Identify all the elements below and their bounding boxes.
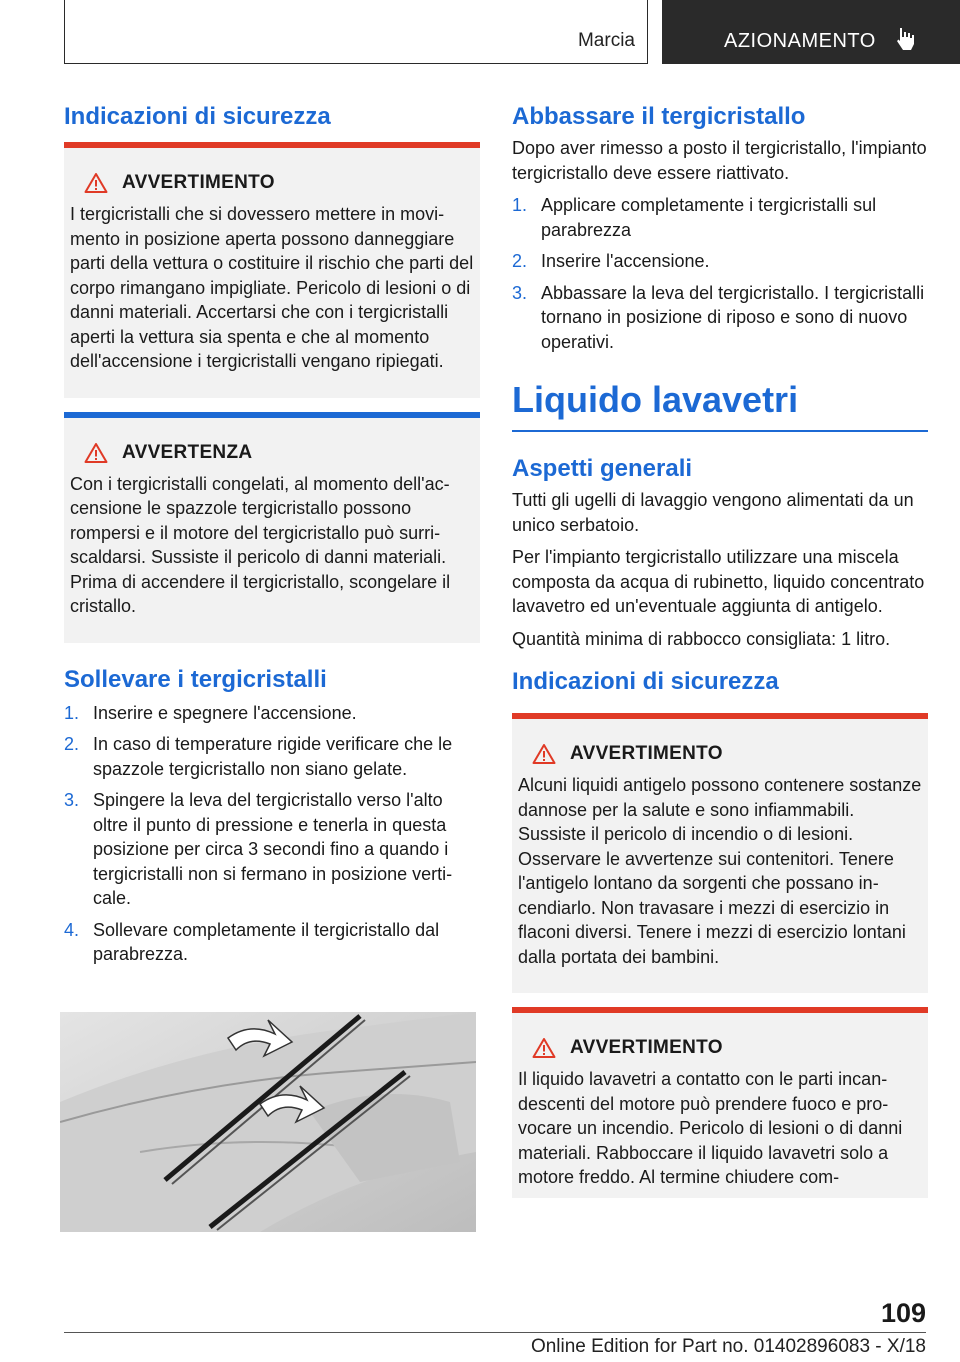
warning-box-4 [512, 1007, 928, 1198]
warning-title-text: AVVERTENZA [122, 441, 253, 463]
lift-wipers-heading: Sollevare i tergicristalli [64, 665, 327, 693]
footer-rule [64, 1332, 926, 1333]
warning-title [70, 438, 474, 468]
lift-steps-list [64, 701, 480, 967]
lower-wiper-heading: Abbassare il tergicristallo [512, 103, 806, 130]
header-section-title: Marcia [577, 30, 635, 51]
header-section-box [64, 0, 648, 64]
warning-title [518, 739, 922, 769]
hand-pointer-icon [896, 26, 918, 57]
warning-title-text: AVVERTIMENTO [570, 1037, 723, 1058]
general-paragraph-2: Per l'impianto tergicristallo utilizzare una miscela composta da acqua di rubinetto, liquido concentrato lavavetro ed un'eventuale aggiunta di antigelo. [512, 547, 925, 616]
safety-heading-right: Indicazioni di sicurezza [512, 668, 779, 695]
lower-steps-list [512, 193, 928, 354]
warning-title-text: AVVERTIMENTO [122, 172, 275, 193]
right-column [512, 100, 928, 1198]
safety-heading-left: Indicazioni di sicurezza [64, 103, 331, 130]
warning-box-1 [64, 142, 480, 398]
lower-intro-text: Dopo aver rimesso a posto il tergicristallo, l'impianto tergicristallo deve essere riattivato. [512, 138, 927, 183]
warning-title [518, 1033, 922, 1063]
warning-bar [512, 1007, 928, 1013]
list-item: 1. Applicare completamente i tergicristalli sul parabrezza [512, 195, 877, 240]
warning-title [70, 168, 474, 198]
warning-triangle-icon [532, 1037, 556, 1059]
warning-text: Con i tergicristalli congelati, al momento dell'accensione le spazzole tergicristallo possono rompersi e il motore del tergicristallo può surriscaldarsi. Sussiste il pericolo di danni materiali. Prima di accendere il tergicristallo, scongelare il cristallo. [70, 473, 451, 616]
warning-triangle-icon [84, 172, 108, 194]
warning-title-text: AVVERTIMENTO [570, 743, 723, 764]
list-item: 3. Abbassare la leva del tergicristallo. I tergicristalli tornano in posizione di riposo e sono di nuovo operativi. [512, 282, 925, 352]
list-item: 1. Inserire e spegnere l'accensione. [64, 702, 357, 723]
warning-text: I tergicristalli che si dovessero mettere in movimento in posizione aperta possono danneggiare parti della vettura o costituire il rischio che parti del corpo rimangano impigliate. Pericolo di lesioni o di danni materiali. Accertarsi che con i tergicristalli aperti la vettura sia spenta e che al momento dell'accensione i tergicristalli vengano ripiegati. [70, 204, 474, 371]
heading-rule [512, 430, 928, 432]
header-chapter-box [662, 0, 960, 64]
wiper-illustration [60, 1012, 476, 1232]
notice-bar [64, 412, 480, 418]
list-item: 2. Inserire l'accensione. [512, 251, 710, 271]
general-paragraph-3: Quantità minima di rabbocco consigliata: 1 litro. [512, 628, 891, 649]
left-column [64, 100, 480, 974]
list-item: 3. Spingere la leva del tergicristallo verso l'alto oltre il punto di pressione e tenerla in questa posizione per circa 3 secondi fino a quando i tergicristalli non si fermano in posizione verticale. [64, 790, 453, 908]
warning-triangle-icon [84, 442, 108, 464]
warning-box-3 [512, 713, 928, 993]
warning-bar [512, 713, 928, 719]
list-item: 4. Sollevare completamente il tergicristallo dal parabrezza. [64, 919, 440, 964]
warning-text: Alcuni liquidi antigelo possono contenere sostanze dannose per la salute e sono infiammabili. Sussiste il pericolo di incendio o di lesioni. Osservare le avvertenze sui contenitori. Tenere l'antigelo lontano da sorgenti che possano incendiarlo. Non travasare i mezzi di esercizio in flaconi diversi. Tenere i mezzi di esercizio lontani dalla portata dei bambini. [518, 775, 922, 967]
footer-edition: Online Edition for Part no. 01402896083 - X/18 [530, 1336, 926, 1357]
page-number: 109 [880, 1298, 926, 1328]
warning-box-2 [64, 412, 480, 643]
warning-triangle-icon [532, 743, 556, 765]
warning-text: Il liquido lavavetri a contatto con le parti incandescenti del motore può prendere fuoco e provocare un incendio. Pericolo di lesioni o di danni materiali. Rabboccare il liquido lavavetri solo a motore freddo. Al termine chiudere com- [518, 1069, 903, 1187]
header-chapter-title: AZIONAMENTO [724, 30, 876, 52]
general-aspects-heading: Aspetti generali [512, 455, 693, 482]
list-item: 2. In caso di temperature rigide verificare che le spazzole tergicristallo non siano gelate. [64, 734, 453, 779]
washer-fluid-heading: Liquido lavavetri [512, 379, 799, 420]
warning-bar [64, 142, 480, 148]
general-paragraph-1: Tutti gli ugelli di lavaggio vengono alimentati da un unico serbatoio. [512, 490, 914, 535]
